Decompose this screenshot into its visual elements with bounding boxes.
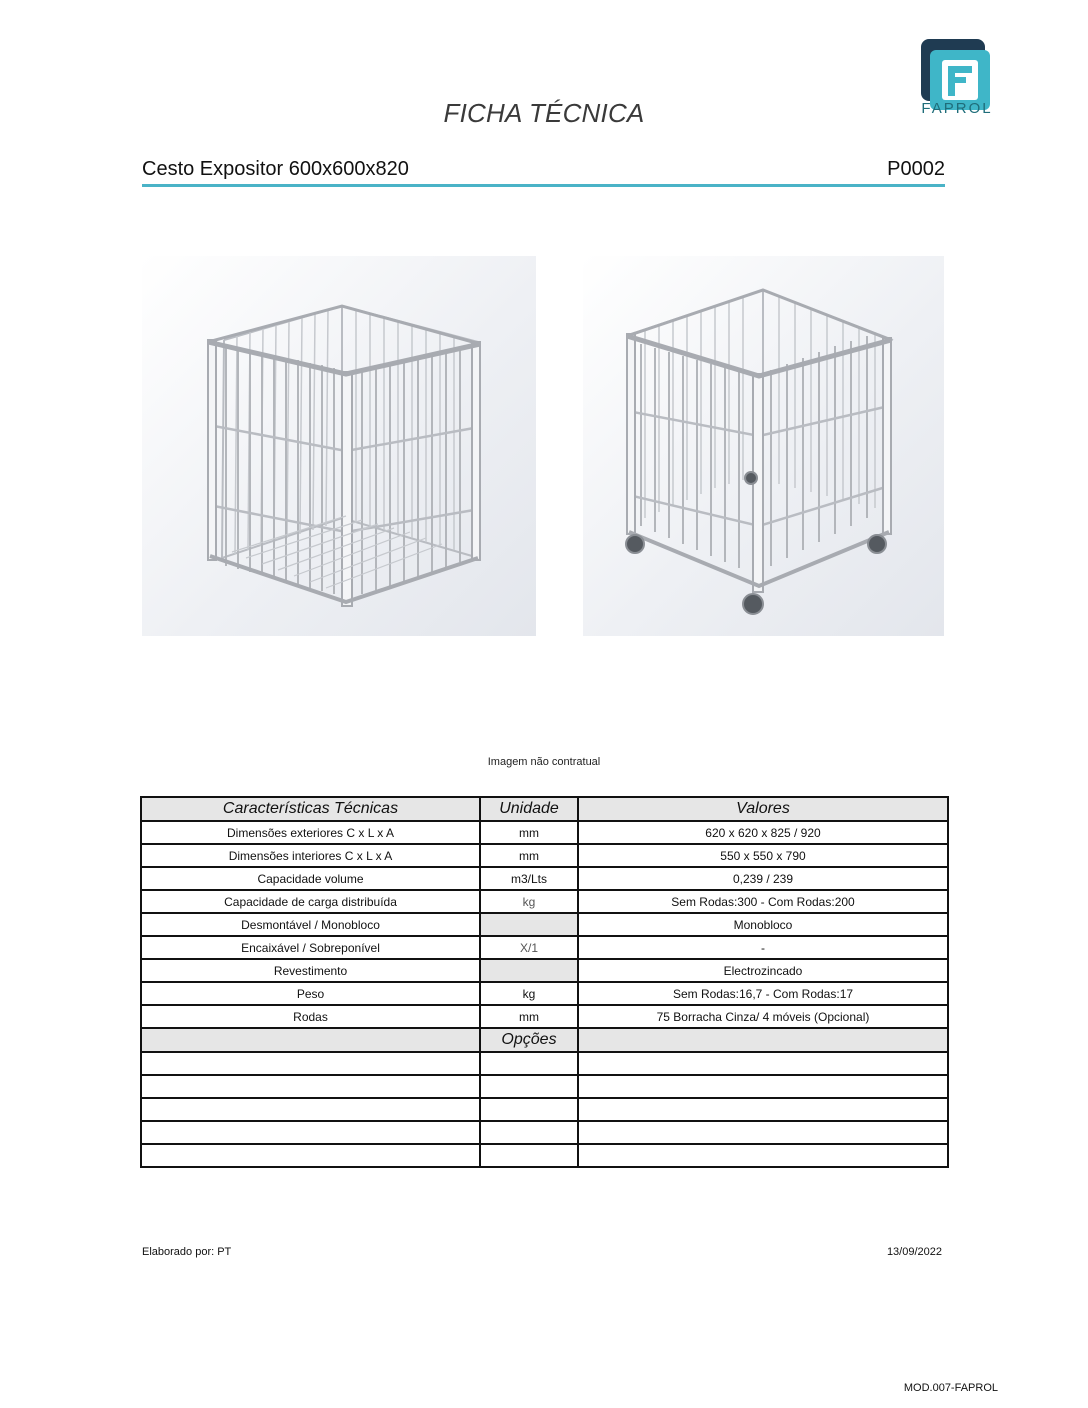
- table-row: [141, 982, 948, 1005]
- header-unit: Unidade: [480, 797, 578, 821]
- option-row: [141, 1052, 948, 1075]
- image-disclaimer: Imagem não contratual: [487, 756, 601, 768]
- row-value: Electrozincado: [578, 959, 948, 982]
- product-name: Cesto Expositor 600x600x820: [142, 158, 409, 180]
- product-header: [142, 158, 945, 187]
- row-unit: mm: [480, 821, 578, 844]
- row-value: 620 x 620 x 825 / 920: [578, 821, 948, 844]
- option-cell: [480, 1052, 578, 1075]
- option-cell: [578, 1052, 948, 1075]
- row-label: Peso: [141, 982, 480, 1005]
- table-row: [141, 1005, 948, 1028]
- table-row: [141, 890, 948, 913]
- table-row: [141, 821, 948, 844]
- option-row: [141, 1121, 948, 1144]
- option-cell: [578, 1121, 948, 1144]
- row-value: 75 Borracha Cinza/ 4 móveis (Opcional): [578, 1005, 948, 1028]
- row-label: Desmontável / Monobloco: [141, 913, 480, 936]
- header-values: Valores: [578, 797, 948, 821]
- row-unit: kg: [480, 982, 578, 1005]
- header-characteristics: Características Técnicas: [141, 797, 480, 821]
- row-label: Dimensões exteriores C x L x A: [141, 821, 480, 844]
- option-row: [141, 1144, 948, 1167]
- option-cell: [578, 1144, 948, 1167]
- spec-table: [140, 796, 949, 1168]
- document-date: 13/09/2022: [886, 1246, 942, 1258]
- option-cell: [578, 1075, 948, 1098]
- row-unit: mm: [480, 1005, 578, 1028]
- table-row: [141, 867, 948, 890]
- row-label: Capacidade volume: [141, 867, 480, 890]
- wire-basket-drawing: [142, 256, 536, 636]
- row-value: Sem Rodas:16,7 - Com Rodas:17: [578, 982, 948, 1005]
- author-label: Elaborado por: PT: [142, 1246, 232, 1258]
- row-unit: mm: [480, 844, 578, 867]
- option-cell: [141, 1121, 480, 1144]
- option-cell: [141, 1098, 480, 1121]
- product-image-left: [142, 256, 536, 636]
- brand-name: FAPROL: [921, 100, 993, 117]
- row-unit: [480, 913, 578, 936]
- option-cell: [578, 1098, 948, 1121]
- options-header-row: [141, 1028, 948, 1052]
- option-cell: [141, 1144, 480, 1167]
- options-blank: [578, 1028, 948, 1052]
- option-cell: [480, 1121, 578, 1144]
- table-row: [141, 959, 948, 982]
- options-blank: [141, 1028, 480, 1052]
- option-cell: [480, 1098, 578, 1121]
- wire-basket-wheels-drawing: [583, 256, 944, 636]
- row-unit: kg: [480, 890, 578, 913]
- row-label: Capacidade de carga distribuída: [141, 890, 480, 913]
- model-code: MOD.007-FAPROL: [903, 1382, 998, 1394]
- product-image-right: [583, 256, 944, 636]
- option-cell: [480, 1144, 578, 1167]
- row-label: Revestimento: [141, 959, 480, 982]
- option-cell: [141, 1075, 480, 1098]
- row-value: 0,239 / 239: [578, 867, 948, 890]
- table-row: [141, 936, 948, 959]
- row-value: Sem Rodas:300 - Com Rodas:200: [578, 890, 948, 913]
- row-label: Encaixável / Sobreponível: [141, 936, 480, 959]
- row-value: 550 x 550 x 790: [578, 844, 948, 867]
- option-row: [141, 1075, 948, 1098]
- row-label: Dimensões interiores C x L x A: [141, 844, 480, 867]
- option-cell: [480, 1075, 578, 1098]
- row-label: Rodas: [141, 1005, 480, 1028]
- row-unit: X/1: [480, 936, 578, 959]
- row-value: -: [578, 936, 948, 959]
- row-unit: [480, 959, 578, 982]
- spec-table-header: [141, 797, 948, 821]
- row-unit: m3/Lts: [480, 867, 578, 890]
- options-header: Opções: [480, 1028, 578, 1052]
- option-row: [141, 1098, 948, 1121]
- table-row: [141, 913, 948, 936]
- table-row: [141, 844, 948, 867]
- option-cell: [141, 1052, 480, 1075]
- row-value: Monobloco: [578, 913, 948, 936]
- product-code: P0002: [887, 158, 945, 180]
- page-title: FICHA TÉCNICA: [443, 98, 645, 128]
